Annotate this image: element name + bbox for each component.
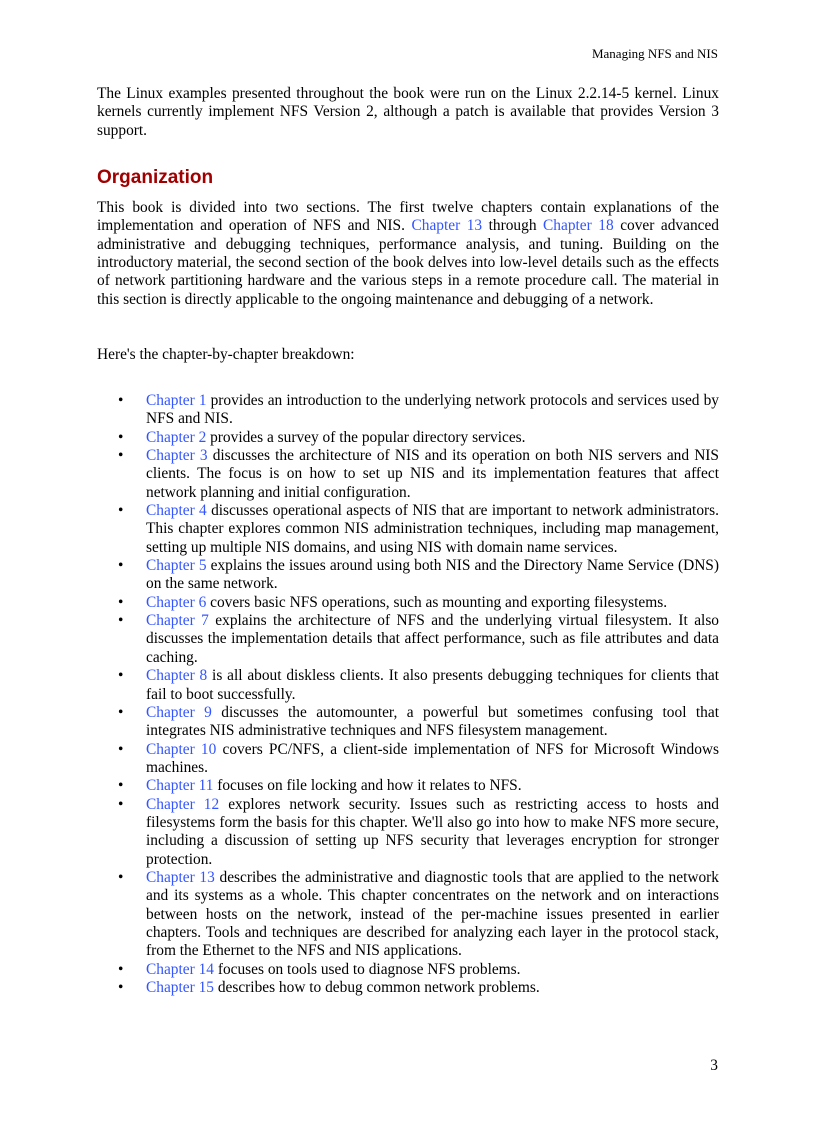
chapter-list-item — [97, 869, 719, 961]
bullet-icon: • — [118, 979, 124, 996]
chapter-list-item — [97, 594, 719, 612]
chapter-list-item — [97, 429, 719, 447]
chapter-list-item — [97, 392, 719, 429]
chapter-description: covers basic NFS operations, such as mounting and exporting filesystems. — [206, 593, 668, 611]
chapter-list — [97, 392, 719, 997]
bullet-icon: • — [118, 593, 124, 611]
bullet-icon: • — [118, 612, 124, 630]
chapter-description: is all about diskless clients. It also presents debugging techniques for clients that fail to boot successfully. — [146, 667, 719, 703]
chapter-description: discusses the automounter, a powerful but sometimes confusing tool that integrates NIS administrative techniques and NFS filesystem management. — [146, 703, 719, 740]
bullet-icon: • — [118, 868, 124, 886]
chapter-link[interactable]: Chapter 15 — [146, 979, 214, 996]
chapter-link[interactable]: Chapter 7 — [146, 612, 209, 630]
chapter-list-item — [97, 979, 719, 997]
bullet-icon: • — [118, 557, 124, 575]
paragraph-text: cover advanced administrative and debugging techniques, performance analysis, and tuning. Building on the introductory material, the second section of the book delves into low-level details such as the effects of network partitioning hardware and the various steps in a remote procedure call. The material in this section is directly applicable to the ongoing maintenance and debugging of a network. — [97, 217, 720, 308]
chapter-description: discusses the architecture of NIS and its operation on both NIS servers and NIS clients. The focus is on how to set up NIS and its implementation features that affect network planning and initial configuration. — [146, 447, 719, 501]
chapter-list-item — [97, 777, 719, 795]
chapter-description: describes how to debug common network problems. — [213, 979, 540, 996]
chapter-description: covers PC/NFS, a client-side implementation of NFS for Microsoft Windows machines. — [146, 740, 719, 776]
chapter-link[interactable]: Chapter 6 — [146, 593, 207, 611]
chapter-link[interactable]: Chapter 10 — [146, 740, 217, 758]
intro-paragraph: The Linux examples presented throughout the book were run on the Linux 2.2.14-5 kernel. Linux kernels currently implement NFS Version 2, although a patch is available that provides Version 3 support. — [97, 85, 719, 139]
chapter-link[interactable]: Chapter 1 — [146, 392, 207, 409]
paragraph-text: through — [482, 217, 544, 235]
bullet-icon: • — [118, 740, 124, 758]
chapter-list-item — [97, 612, 719, 667]
running-header: Managing NFS and NIS — [591, 46, 718, 61]
chapter-description: provides an introduction to the underlying network protocols and services used by NFS and NIS. — [146, 392, 719, 428]
bullet-icon: • — [118, 502, 124, 520]
chapter-description: focuses on file locking and how it relates to NFS. — [213, 777, 522, 795]
page-number: 3 — [710, 1057, 718, 1074]
chapter-link[interactable]: Chapter 2 — [146, 428, 207, 446]
chapter-description: provides a survey of the popular directory services. — [206, 428, 526, 446]
bullet-icon: • — [118, 777, 124, 795]
chapter-description: explores network security. Issues such as restricting access to hosts and filesystems form the basis for this chapter. We'll also go into how to make NFS more secure, including a discussion of setting up NFS security that leverages encryption for stronger protection. — [146, 795, 719, 868]
chapter-link[interactable]: Chapter 9 — [146, 703, 212, 721]
chapter-link[interactable]: Chapter 11 — [146, 777, 214, 795]
chapter-description: discusses operational aspects of NIS that are important to network administrators. This chapter explores common NIS administration techniques, including map management, setting up multiple NIS domains, and using NIS with domain name services. — [146, 502, 719, 556]
chapter-list-item — [97, 667, 719, 704]
paragraph-text: This book is divided into two sections. The first twelve chapters contain explanations of the implementation and operation of NFS and NIS. — [97, 199, 719, 235]
bullet-icon: • — [118, 392, 124, 409]
chapter-description: explains the architecture of NFS and the underlying virtual filesystem. It also discusses the implementation details that affect performance, such as file attributes and data caching. — [146, 612, 720, 666]
bullet-icon: • — [118, 428, 124, 446]
chapter-list-item — [97, 704, 719, 741]
chapter-description: explains the issues around using both NIS and the Directory Name Service (DNS) on the same network. — [146, 557, 719, 593]
chapter-description: focuses on tools used to diagnose NFS problems. — [213, 960, 521, 978]
chapter-18-link[interactable]: Chapter 18 — [543, 217, 614, 235]
chapter-link[interactable]: Chapter 3 — [146, 447, 208, 465]
chapter-link[interactable]: Chapter 4 — [146, 502, 207, 520]
chapter-link[interactable]: Chapter 12 — [146, 795, 220, 813]
chapter-description: describes the administrative and diagnostic tools that are applied to the network and its systems as a whole. This chapter concentrates on the network and on interactions between hosts on the network, instead of the per-machine issues presented in earlier chapters. Tools and techniques are described for analyzing each layer in the protocol stack, from the Ethernet to the NFS and NIS applications. — [146, 868, 719, 960]
chapter-list-item — [97, 447, 719, 502]
chapter-link[interactable]: Chapter 5 — [146, 557, 207, 575]
chapter-link[interactable]: Chapter 13 — [146, 868, 215, 886]
chapter-list-item — [97, 796, 719, 869]
chapter-13-link[interactable]: Chapter 13 — [411, 217, 483, 235]
chapter-list-item — [97, 741, 719, 778]
section-heading: Organization — [97, 167, 214, 188]
chapter-list-item — [97, 557, 719, 594]
organization-paragraph — [97, 199, 719, 309]
breakdown-intro: Here's the chapter-by-chapter breakdown: — [97, 346, 355, 363]
chapter-link[interactable]: Chapter 8 — [146, 667, 208, 685]
bullet-icon: • — [118, 667, 124, 685]
chapter-link[interactable]: Chapter 14 — [146, 960, 214, 978]
bullet-icon: • — [118, 703, 124, 721]
bullet-icon: • — [118, 960, 124, 978]
bullet-icon: • — [118, 447, 124, 465]
chapter-list-item — [97, 961, 719, 979]
chapter-list-item — [97, 502, 719, 557]
bullet-icon: • — [118, 795, 124, 813]
